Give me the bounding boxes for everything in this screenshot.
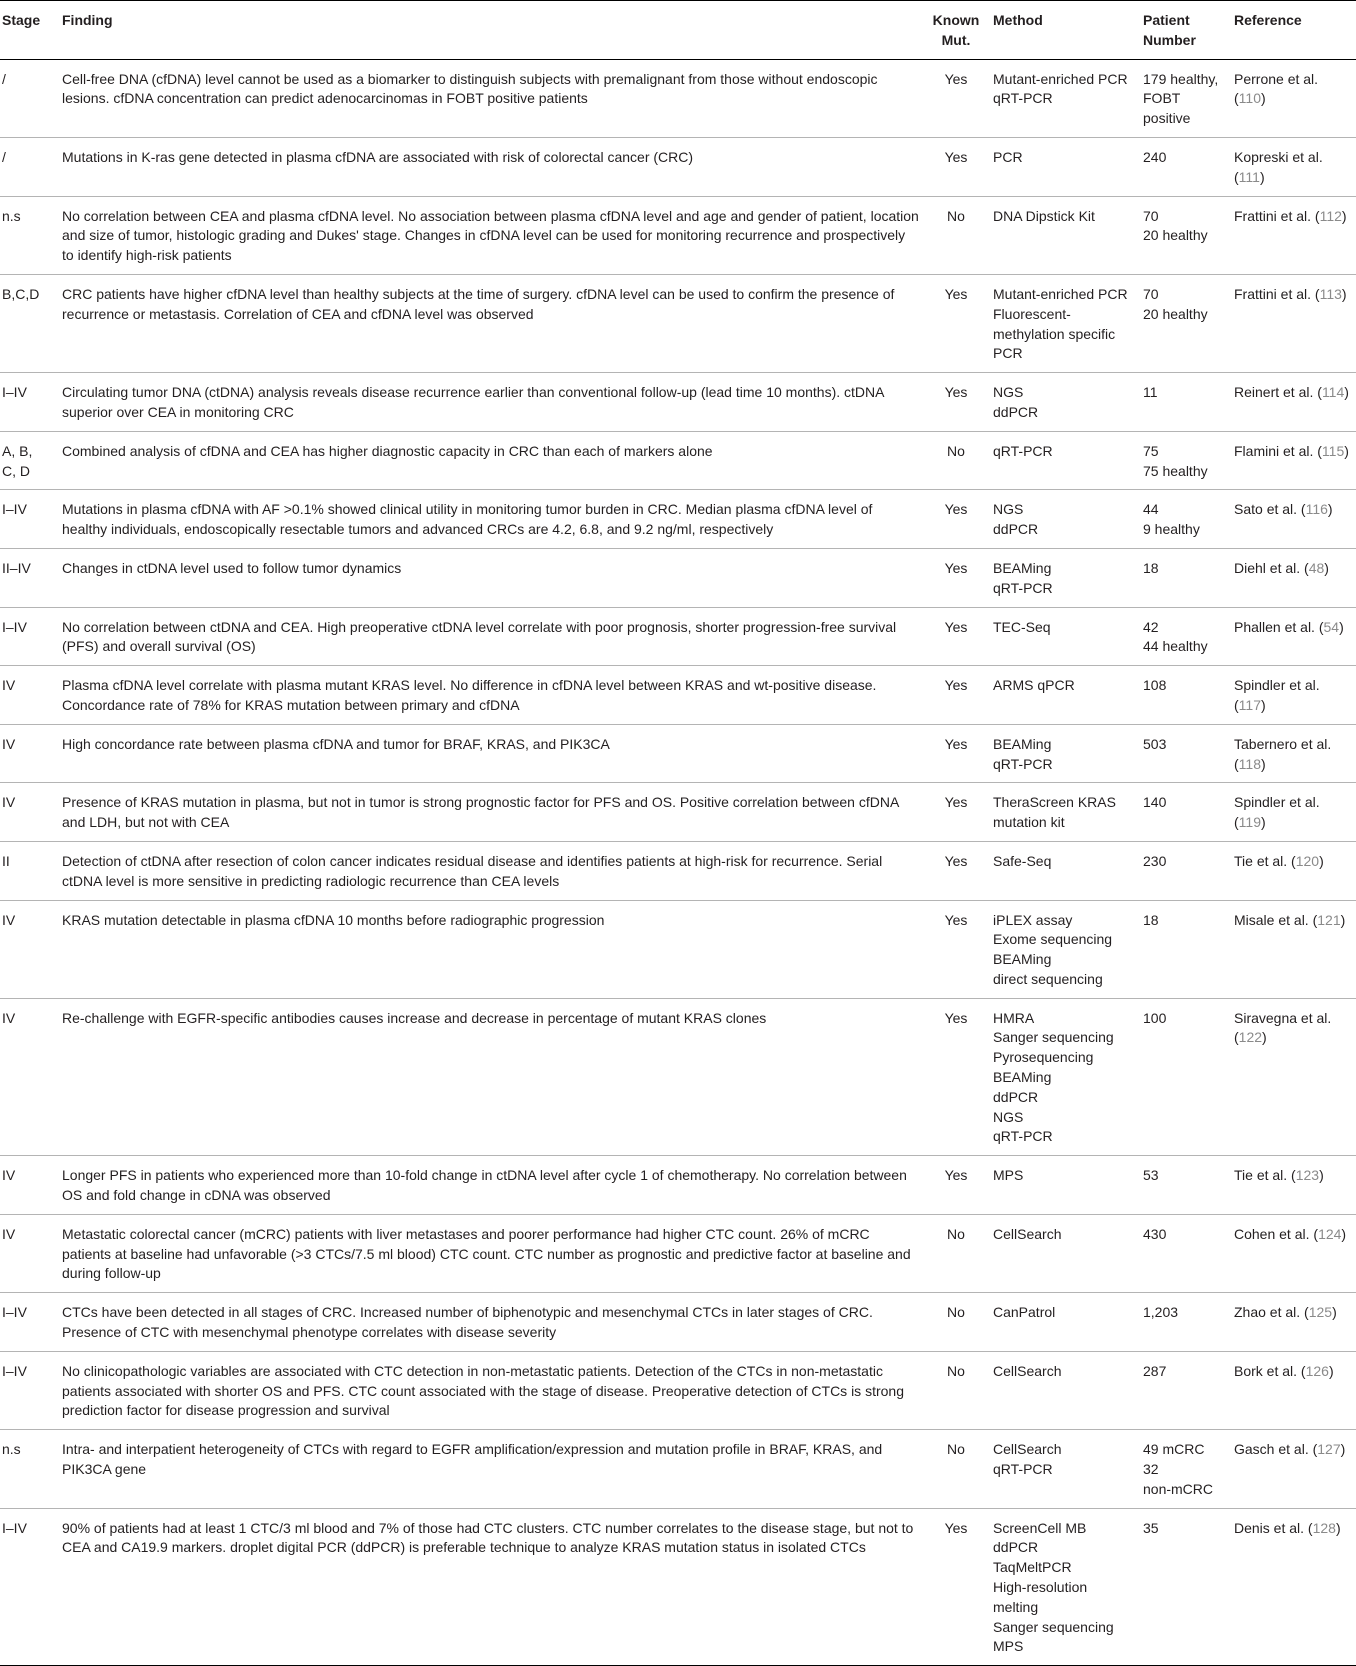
- patient-number-cell: 11: [1137, 373, 1228, 432]
- patient-number-cell: 75 75 healthy: [1137, 431, 1228, 490]
- patient-number-cell: 108: [1137, 666, 1228, 725]
- reference-text: Tabernero et al. (: [1234, 735, 1332, 772]
- stage-cell: n.s: [0, 196, 56, 274]
- reference-text: Frattini et al. (: [1234, 285, 1320, 302]
- reference-close: ): [1340, 1441, 1346, 1458]
- table-row: [0, 196, 1356, 274]
- reference-close: ): [1341, 285, 1347, 302]
- stage-cell: A, B, C, D: [0, 431, 56, 490]
- finding-cell: Mutations in K-ras gene detected in plasma cfDNA are associated with risk of colorectal cancer (CRC): [56, 137, 925, 196]
- reference-text: Spindler et al. (: [1234, 677, 1320, 713]
- reference-close: ): [1262, 1029, 1267, 1046]
- patient-number-cell: 70 20 healthy: [1137, 274, 1228, 372]
- stage-cell: n.s: [0, 1430, 56, 1508]
- reference-text: Phallen et al. (: [1234, 618, 1324, 635]
- table-row: [0, 490, 1356, 549]
- reference-link[interactable]: 122: [1238, 1029, 1263, 1046]
- reference-link[interactable]: 112: [1319, 207, 1342, 224]
- patient-number-cell: 287: [1137, 1351, 1228, 1429]
- known-mut-cell: No: [925, 1214, 987, 1292]
- finding-cell: Combined analysis of cfDNA and CEA has higher diagnostic capacity in CRC than each of markers alone: [56, 431, 925, 490]
- finding-cell: No correlation between CEA and plasma cfDNA level. No association between plasma cfDNA level and age and gender of patient, location and size of tumor, histologic grading and Dukes' stage. Changes in cfDNA level can be used for monitoring recurrence and prospectively to identify high-risk patients: [56, 196, 925, 274]
- reference-cell: [1228, 490, 1356, 549]
- method-cell: PCR: [987, 137, 1137, 196]
- patient-number-cell: 44 9 healthy: [1137, 490, 1228, 549]
- table-row: [0, 1430, 1356, 1508]
- known-mut-cell: Yes: [925, 666, 987, 725]
- reference-link[interactable]: 125: [1308, 1304, 1333, 1321]
- stage-cell: IV: [0, 1214, 56, 1292]
- reference-cell: [1228, 1293, 1356, 1352]
- known-mut-cell: Yes: [925, 137, 987, 196]
- reference-link[interactable]: 111: [1238, 168, 1260, 185]
- reference-cell: [1228, 1508, 1356, 1666]
- known-mut-cell: Yes: [925, 841, 987, 900]
- reference-close: ): [1335, 1519, 1341, 1536]
- stage-cell: IV: [0, 783, 56, 842]
- stage-cell: /: [0, 59, 56, 137]
- reference-close: ): [1324, 559, 1329, 576]
- reference-link[interactable]: 114: [1321, 384, 1345, 401]
- finding-cell: 90% of patients had at least 1 CTC/3 ml blood and 7% of those had CTC clusters. CTC number correlates to the disease stage, but not to CEA and CA19.9 markers. droplet digital PCR (ddPCR) is preferable technique to analyze KRAS mutation status in isolated CTCs: [56, 1508, 925, 1666]
- reference-cell: [1228, 1430, 1356, 1508]
- table-row: [0, 607, 1356, 666]
- known-mut-cell: No: [925, 431, 987, 490]
- stage-cell: II–IV: [0, 548, 56, 607]
- finding-cell: Presence of KRAS mutation in plasma, but not in tumor is strong prognostic factor for PFS and OS. Positive correlation between cfDNA and LDH, but not with CEA: [56, 783, 925, 842]
- stage-cell: I–IV: [0, 490, 56, 549]
- patient-number-cell: 240: [1137, 137, 1228, 196]
- reference-cell: [1228, 59, 1356, 137]
- method-cell: iPLEX assay Exome sequencing BEAMing direct sequencing: [987, 900, 1137, 998]
- reference-close: ): [1327, 501, 1333, 518]
- table-row: [0, 783, 1356, 842]
- header-known-mut: Known Mut.: [925, 1, 987, 60]
- reference-text: Reinert et al. (: [1234, 384, 1322, 401]
- table-row: [0, 1156, 1356, 1215]
- reference-cell: [1228, 373, 1356, 432]
- stage-cell: I–IV: [0, 1508, 56, 1666]
- method-cell: CellSearch: [987, 1351, 1137, 1429]
- header-reference: Reference: [1228, 1, 1356, 60]
- reference-close: ): [1261, 814, 1266, 831]
- reference-close: ): [1261, 696, 1266, 713]
- finding-cell: High concordance rate between plasma cfDNA and tumor for BRAF, KRAS, and PIK3CA: [56, 724, 925, 783]
- finding-cell: Detection of ctDNA after resection of colon cancer indicates residual disease and identifies patients at high-risk for recurrence. Serial ctDNA level is more sensitive in predicting radiologic recurrence than CEA levels: [56, 841, 925, 900]
- reference-link[interactable]: 128: [1312, 1519, 1336, 1536]
- stage-cell: B,C,D: [0, 274, 56, 372]
- stage-cell: IV: [0, 666, 56, 725]
- finding-cell: Metastatic colorectal cancer (mCRC) patients with liver metastases and poorer performance had higher CTC count. 26% of mCRC patients at baseline had unfavorable (>3 CTCs/7.5 ml blood) CTC count. CTC number as prognostic and predictive factor at baseline and during follow-up: [56, 1214, 925, 1292]
- table-row: [0, 666, 1356, 725]
- reference-close: ): [1328, 1362, 1334, 1379]
- reference-cell: [1228, 1214, 1356, 1292]
- reference-link[interactable]: 113: [1319, 285, 1342, 302]
- reference-close: ): [1340, 911, 1346, 928]
- reference-text: Misale et al. (: [1234, 911, 1318, 928]
- known-mut-cell: Yes: [925, 548, 987, 607]
- header-patient-number: Patient Number: [1137, 1, 1228, 60]
- stage-cell: I–IV: [0, 1351, 56, 1429]
- reference-link[interactable]: 116: [1305, 501, 1328, 518]
- method-cell: TEC-Seq: [987, 607, 1137, 666]
- table-row: [0, 548, 1356, 607]
- reference-cell: [1228, 666, 1356, 725]
- reference-text: Tie et al. (: [1234, 1167, 1296, 1184]
- method-cell: DNA Dipstick Kit: [987, 196, 1137, 274]
- method-cell: MPS: [987, 1156, 1137, 1215]
- known-mut-cell: Yes: [925, 607, 987, 666]
- reference-text: Tie et al. (: [1234, 852, 1296, 869]
- reference-text: Spindler et al. (: [1234, 794, 1320, 831]
- table-row: [0, 431, 1356, 490]
- reference-text: Sato et al. (: [1234, 501, 1306, 518]
- method-cell: HMRA Sanger sequencing Pyrosequencing BEAMing ddPCR NGS qRT-PCR: [987, 998, 1137, 1156]
- known-mut-cell: Yes: [925, 1508, 987, 1666]
- known-mut-cell: No: [925, 1293, 987, 1352]
- table-row: [0, 998, 1356, 1156]
- reference-cell: [1228, 196, 1356, 274]
- reference-link[interactable]: 118: [1238, 755, 1261, 772]
- table-row: [0, 1214, 1356, 1292]
- finding-cell: No clinicopathologic variables are associated with CTC detection in non-metastatic patients. Detection of the CTCs in non-metastatic patients associated with shorter OS and PFS. CTC count associated with the stage of disease. Preoperative detection of CTCs is strong prediction factor for disease progression and survival: [56, 1351, 925, 1429]
- reference-link[interactable]: 54: [1323, 618, 1340, 635]
- finding-cell: No correlation between ctDNA and CEA. High preoperative ctDNA level correlate with poor prognosis, shorter progression-free survival (PFS) and overall survival (OS): [56, 607, 925, 666]
- known-mut-cell: Yes: [925, 783, 987, 842]
- reference-link[interactable]: 48: [1308, 559, 1325, 576]
- patient-number-cell: 430: [1137, 1214, 1228, 1292]
- finding-cell: CTCs have been detected in all stages of CRC. Increased number of biphenotypic and mesenchymal CTCs in later stages of CRC. Presence of CTC with mesenchymal phenotype correlates with disease severity: [56, 1293, 925, 1352]
- reference-link[interactable]: 119: [1238, 814, 1261, 831]
- reference-cell: [1228, 548, 1356, 607]
- reference-cell: [1228, 1351, 1356, 1429]
- reference-close: ): [1344, 384, 1349, 401]
- method-cell: TheraScreen KRAS mutation kit: [987, 783, 1137, 842]
- method-cell: Mutant-enriched PCR Fluorescent- methylation specific PCR: [987, 274, 1137, 372]
- reference-text: Siravegna et al. (: [1234, 1009, 1332, 1046]
- reference-text: Gasch et al. (: [1234, 1441, 1318, 1458]
- known-mut-cell: Yes: [925, 490, 987, 549]
- reference-close: ): [1341, 1225, 1347, 1242]
- patient-number-cell: 100: [1137, 998, 1228, 1156]
- patient-number-cell: 42 44 healthy: [1137, 607, 1228, 666]
- reference-text: Frattini et al. (: [1234, 207, 1320, 224]
- stage-cell: IV: [0, 1156, 56, 1215]
- reference-link[interactable]: 123: [1295, 1167, 1320, 1184]
- finding-cell: CRC patients have higher cfDNA level than healthy subjects at the time of surgery. cfDNA level can be used to confirm the presence of recurrence or metastasis. Correlation of CEA and cfDNA level was observed: [56, 274, 925, 372]
- reference-close: ): [1319, 852, 1324, 869]
- method-cell: NGS ddPCR: [987, 490, 1137, 549]
- reference-text: Diehl et al. (: [1234, 559, 1309, 576]
- known-mut-cell: Yes: [925, 998, 987, 1156]
- patient-number-cell: 18: [1137, 900, 1228, 998]
- method-cell: CellSearch: [987, 1214, 1137, 1292]
- finding-cell: Intra- and interpatient heterogeneity of CTCs with regard to EGFR amplification/expression and mutation profile in BRAF, KRAS, and PIK3CA gene: [56, 1430, 925, 1508]
- header-finding: Finding: [56, 1, 925, 60]
- known-mut-cell: Yes: [925, 900, 987, 998]
- method-cell: qRT-PCR: [987, 431, 1137, 490]
- table-row: [0, 373, 1356, 432]
- reference-close: ): [1339, 618, 1344, 635]
- table-row: [0, 1508, 1356, 1666]
- reference-close: ): [1259, 168, 1265, 185]
- stage-cell: I–IV: [0, 1293, 56, 1352]
- patient-number-cell: 70 20 healthy: [1137, 196, 1228, 274]
- table-row: [0, 724, 1356, 783]
- stage-cell: /: [0, 137, 56, 196]
- method-cell: NGS ddPCR: [987, 373, 1137, 432]
- method-cell: CanPatrol: [987, 1293, 1137, 1352]
- header-stage: Stage: [0, 1, 56, 60]
- known-mut-cell: Yes: [925, 59, 987, 137]
- reference-link[interactable]: 121: [1317, 911, 1341, 928]
- method-cell: ARMS qPCR: [987, 666, 1137, 725]
- header-row: [0, 1, 1356, 60]
- header-method: Method: [987, 1, 1137, 60]
- method-cell: Mutant-enriched PCR qRT-PCR: [987, 59, 1137, 137]
- patient-number-cell: 18: [1137, 548, 1228, 607]
- patient-number-cell: 140: [1137, 783, 1228, 842]
- reference-cell: [1228, 841, 1356, 900]
- patient-number-cell: 503: [1137, 724, 1228, 783]
- reference-cell: [1228, 1156, 1356, 1215]
- reference-close: ): [1261, 755, 1266, 772]
- reference-text: Denis et al. (: [1234, 1519, 1313, 1536]
- patient-number-cell: 1,203: [1137, 1293, 1228, 1352]
- table-row: [0, 1293, 1356, 1352]
- reference-close: ): [1319, 1167, 1324, 1184]
- method-cell: ScreenCell MB ddPCR TaqMeltPCR High-resolution melting Sanger sequencing MPS: [987, 1508, 1137, 1666]
- patient-number-cell: 35: [1137, 1508, 1228, 1666]
- known-mut-cell: No: [925, 196, 987, 274]
- known-mut-cell: Yes: [925, 373, 987, 432]
- patient-number-cell: 53: [1137, 1156, 1228, 1215]
- finding-cell: Cell-free DNA (cfDNA) level cannot be used as a biomarker to distinguish subjects with premalignant from those without endoscopic lesions. cfDNA concentration can predict adenocarcinomas in FOBT positive patients: [56, 59, 925, 137]
- reference-close: ): [1261, 90, 1266, 107]
- known-mut-cell: Yes: [925, 274, 987, 372]
- method-cell: CellSearch qRT-PCR: [987, 1430, 1137, 1508]
- reference-cell: [1228, 783, 1356, 842]
- method-cell: BEAMing qRT-PCR: [987, 724, 1137, 783]
- reference-close: ): [1341, 207, 1347, 224]
- table-body: [0, 59, 1356, 1666]
- reference-cell: [1228, 900, 1356, 998]
- reference-cell: [1228, 137, 1356, 196]
- table-row: [0, 59, 1356, 137]
- reference-text: Cohen et al. (: [1234, 1225, 1319, 1242]
- table-row: [0, 137, 1356, 196]
- reference-text: Zhao et al. (: [1234, 1304, 1309, 1321]
- table-row: [0, 900, 1356, 998]
- reference-text: Flamini et al. (: [1234, 442, 1322, 459]
- table-row: [0, 274, 1356, 372]
- known-mut-cell: Yes: [925, 724, 987, 783]
- method-cell: BEAMing qRT-PCR: [987, 548, 1137, 607]
- reference-link[interactable]: 120: [1295, 852, 1320, 869]
- reference-cell: [1228, 724, 1356, 783]
- reference-link[interactable]: 117: [1238, 696, 1261, 713]
- method-cell: Safe-Seq: [987, 841, 1137, 900]
- reference-text: Kopreski et al. (: [1234, 148, 1323, 185]
- stage-cell: IV: [0, 724, 56, 783]
- patient-number-cell: 49 mCRC 32 non-mCRC: [1137, 1430, 1228, 1508]
- table-row: [0, 841, 1356, 900]
- stage-cell: II: [0, 841, 56, 900]
- stage-cell: I–IV: [0, 607, 56, 666]
- finding-cell: Plasma cfDNA level correlate with plasma mutant KRAS level. No difference in cfDNA level between KRAS and wt-positive disease. Concordance rate of 78% for KRAS mutation between primary and cfDNA: [56, 666, 925, 725]
- reference-cell: [1228, 607, 1356, 666]
- reference-text: Bork et al. (: [1234, 1362, 1306, 1379]
- reference-text: Perrone et al. (: [1234, 70, 1319, 107]
- finding-cell: KRAS mutation detectable in plasma cfDNA 10 months before radiographic progression: [56, 900, 925, 998]
- known-mut-cell: No: [925, 1430, 987, 1508]
- finding-cell: Circulating tumor DNA (ctDNA) analysis reveals disease recurrence earlier than conventional follow-up (lead time 10 months). ctDNA superior over CEA in monitoring CRC: [56, 373, 925, 432]
- reference-link[interactable]: 126: [1305, 1362, 1329, 1379]
- reference-cell: [1228, 998, 1356, 1156]
- stage-cell: I–IV: [0, 373, 56, 432]
- finding-cell: Longer PFS in patients who experienced more than 10-fold change in ctDNA level after cycle 1 of chemotherapy. No correlation between OS and fold change in cDNA was observed: [56, 1156, 925, 1215]
- reference-close: ): [1332, 1304, 1337, 1321]
- reference-cell: [1228, 431, 1356, 490]
- patient-number-cell: 179 healthy, FOBT positive: [1137, 59, 1228, 137]
- finding-cell: Mutations in plasma cfDNA with AF >0.1% showed clinical utility in monitoring tumor burden in CRC. Median plasma cfDNA level of healthy individuals, endoscopically resectable tumors and advanced CRCs are 4.2, 6.8, and 9.2 ng/ml, respectively: [56, 490, 925, 549]
- known-mut-cell: No: [925, 1351, 987, 1429]
- reference-cell: [1228, 274, 1356, 372]
- finding-cell: Changes in ctDNA level used to follow tumor dynamics: [56, 548, 925, 607]
- reference-link[interactable]: 110: [1238, 90, 1261, 107]
- known-mut-cell: Yes: [925, 1156, 987, 1215]
- reference-link[interactable]: 115: [1321, 442, 1345, 459]
- table-row: [0, 1351, 1356, 1429]
- reference-link[interactable]: 124: [1318, 1225, 1342, 1242]
- reference-close: ): [1344, 442, 1349, 459]
- finding-cell: Re-challenge with EGFR-specific antibodies causes increase and decrease in percentage of mutant KRAS clones: [56, 998, 925, 1156]
- reference-link[interactable]: 127: [1317, 1441, 1341, 1458]
- stage-cell: IV: [0, 900, 56, 998]
- patient-number-cell: 230: [1137, 841, 1228, 900]
- stage-cell: IV: [0, 998, 56, 1156]
